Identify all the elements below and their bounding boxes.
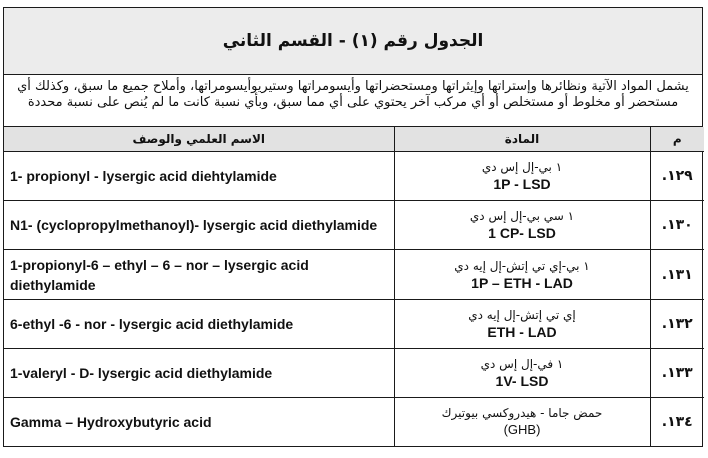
table-description: يشمل المواد الآتية ونظائرها وإستراتها وإيثراتها ومستحضراتها وأيسومراتها وستيريوأيسومراتها، وأملاح جميع ما سبق، وكذلك أي مستحضر أو مخلوط أو مستخلص أو أي مركب آخر يحتوي على أي مما سبق، وبأي نسبة كانت ما لم يُنص على نسبة محددة	[4, 75, 702, 127]
substance-arabic: حمض جاما - هيدروكسي بيوتيرك	[441, 406, 603, 420]
table-row	[4, 300, 704, 349]
substance-cell	[394, 300, 650, 349]
substance-arabic: إي تي إتش-إل إيه دي	[468, 308, 576, 322]
table-row	[4, 201, 704, 250]
substance-code: (GHB)	[503, 422, 541, 437]
table-row	[4, 250, 704, 300]
row-number: ١٣١.	[650, 250, 704, 300]
substance-code: 1P – ETH - LAD	[471, 274, 573, 291]
substance-cell	[394, 152, 650, 201]
scientific-name: 1-valeryl - D- lysergic acid diethylamide	[4, 349, 394, 398]
scientific-name: 1- propionyl - lysergic acid diehtylamide	[4, 152, 394, 201]
substance-arabic: ١ بي-إي تي إتش-إل إيه دي	[454, 258, 590, 273]
substances-table	[4, 127, 704, 446]
table-title-bar	[4, 8, 702, 75]
row-number: ١٣٠.	[650, 201, 704, 250]
substance-arabic: ١ سي بي-إل إس دي	[469, 209, 575, 223]
row-number: ١٣٢.	[650, 300, 704, 349]
substance-cell	[394, 250, 650, 300]
substance-cell	[394, 349, 650, 398]
header-substance: المادة	[394, 127, 650, 152]
row-number: ١٣٤.	[650, 398, 704, 447]
substance-code: 1V- LSD	[495, 373, 549, 389]
substance-code: ETH - LAD	[487, 324, 557, 340]
regulation-table-page	[3, 7, 703, 447]
substance-arabic: ١ بي-إل إس دي	[481, 160, 563, 174]
table-row	[4, 398, 704, 447]
scientific-name: 1-propionyl-6 – ethyl – 6 – nor – lysergic acid diethylamide	[4, 250, 394, 300]
header-name: الاسم العلمي والوصف	[4, 127, 394, 152]
substance-arabic: ١ في-إل إس دي	[480, 357, 564, 371]
row-number: ١٢٩.	[650, 152, 704, 201]
table-row	[4, 152, 704, 201]
header-number: م	[650, 127, 704, 152]
substance-code: 1 CP- LSD	[488, 225, 556, 241]
table-row	[4, 349, 704, 398]
substance-cell	[394, 398, 650, 447]
scientific-name: 6-ethyl -6 - nor - lysergic acid diethylamide	[4, 300, 394, 349]
table-title: الجدول رقم (١) - القسم الثاني	[222, 31, 484, 51]
substance-cell	[394, 201, 650, 250]
row-number: ١٣٣.	[650, 349, 704, 398]
scientific-name: N1- (cyclopropylmethanoyl)- lysergic acid diethylamide	[4, 201, 394, 250]
substance-code: 1P - LSD	[493, 176, 551, 192]
scientific-name: Gamma – Hydroxybutyric acid	[4, 398, 394, 447]
header-row	[4, 127, 704, 152]
